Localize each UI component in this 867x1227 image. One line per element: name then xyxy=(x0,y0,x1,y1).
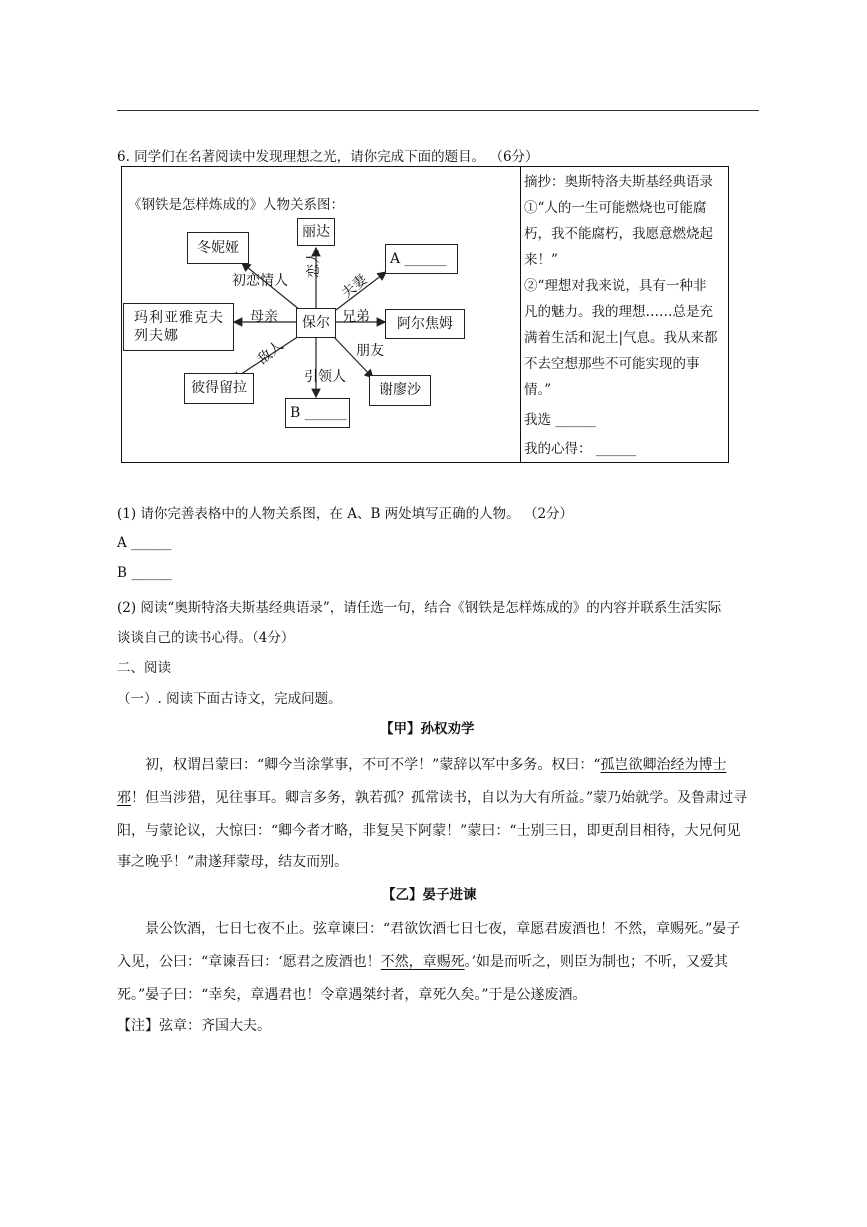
diagram-caption: 《钢铁是怎样炼成的》人物关系图： xyxy=(128,197,344,213)
node-bidelula: 彼得留拉 xyxy=(184,373,254,404)
relation-xiongdi: 兄弟 xyxy=(342,309,370,325)
choose-blank[interactable]: 我选 ______ xyxy=(524,412,596,428)
passage-jia-line2-text: ！但当涉猎，见往事耳。卿言多务，孰若孤？孤常读书，自以为大有所益。”蒙乃始就学。及鲁肃过寻 xyxy=(131,790,748,806)
passage-yi-line2-text-b: 。’如是而听之，则臣为制也；不听，又爱其 xyxy=(464,954,729,970)
quote1-line1: ①“人的一生可能燃烧也可能腐 xyxy=(524,200,707,216)
quote2-line2: 凡的魅力。我的理想……总是充 xyxy=(524,304,713,320)
section-title: 二、阅读 xyxy=(117,660,171,676)
quote2-line5: 情。” xyxy=(524,382,552,398)
quote2-line1: ②“理想对我来说，具有一种非 xyxy=(524,278,707,294)
passage-yi-line3: 死。”晏子曰：“幸矣，章遇君也！令章遇桀纣者，章死久矣。”于是公遂废酒。 xyxy=(117,987,587,1003)
passage-jia-title: 【甲】孙权劝学 xyxy=(380,721,475,737)
answer-a-blank[interactable]: A ______ xyxy=(117,535,172,551)
node-mali xyxy=(123,303,234,351)
relation-chulianqingren: 初恋情人 xyxy=(232,273,288,289)
node-center-baoer: 保尔 xyxy=(296,308,336,338)
quote2-line4: 不去空想那些不可能实现的事 xyxy=(524,356,700,372)
node-a: A ______ xyxy=(385,244,458,274)
passage-yi-line2-text-a: 入见，公曰：“章谏吾曰：‘愿君之废酒也！ xyxy=(117,954,381,970)
passage-jia-line1 xyxy=(145,754,787,774)
quote1-line3: 来！” xyxy=(524,252,558,268)
relation-muqin: 母亲 xyxy=(250,309,278,325)
relation-pengyou: 朋友 xyxy=(356,343,384,359)
passage-jia-line2 xyxy=(117,787,759,807)
node-lida: 丽达 xyxy=(297,218,335,246)
passage-yi-title: 【乙】晏子进谏 xyxy=(382,887,477,903)
sub-question-2-line1: (2) 阅读“奥斯特洛夫斯基经典语录”，请任选一句，结合《钢铁是怎样炼成的》的内容并联系生活实际 xyxy=(117,600,722,616)
relation-lianren: 恋人 xyxy=(306,250,322,278)
relation-fuqi: 夫妻 xyxy=(338,271,371,302)
feeling-blank[interactable]: 我的心得： ______ xyxy=(524,441,637,457)
passage-jia-line1-text: 初，权谓吕蒙曰：“卿今当涂掌事，不可不学！”蒙辞以军中多务。权曰：“ xyxy=(145,757,601,773)
quote2-line3: 满着生活和泥土|气息。我从来都 xyxy=(524,330,718,346)
node-mali-text: 玛利亚雅克夫列夫娜 xyxy=(134,309,224,344)
passage-jia-underlined-1: 孤岂欲卿治经为博士 xyxy=(600,757,727,773)
sub-section-title: （一）. 阅读下面古诗文，完成问题。 xyxy=(117,691,342,707)
passage-yi-underlined: 不然，章赐死 xyxy=(380,954,465,970)
passage-jia-line4: 事之晚乎！”肃遂拜蒙母，结友而别。 xyxy=(117,854,349,870)
node-dongniya: 冬妮娅 xyxy=(187,232,249,264)
relation-yinlingren: 引领人 xyxy=(304,369,346,385)
sub-question-2-line2: 谈谈自己的读书心得。（4分） xyxy=(117,630,295,646)
passage-yi-line1: 景公饮酒，七日七夜不止。弦章谏曰：“君欲饮酒七日七夜，章愿君废酒也！不然，章赐死。”晏子 xyxy=(145,921,741,937)
passage-jia-underlined-2: 邪 xyxy=(117,790,131,806)
annotation-note: 【注】弦章：齐国大夫。 xyxy=(117,1018,271,1034)
relation-diren: 敌人 xyxy=(254,337,287,368)
node-b: B ______ xyxy=(285,398,350,428)
answer-b-blank[interactable]: B ______ xyxy=(117,565,172,581)
node-aerjiaomu: 阿尔焦姆 xyxy=(385,309,465,339)
quote-heading: 摘抄：奥斯特洛夫斯基经典语录 xyxy=(524,174,713,190)
question-title: 6. 同学们在名著阅读中发现理想之光，请你完成下面的题目。 （6分） xyxy=(117,149,539,165)
node-xieliaosha: 谢廖沙 xyxy=(369,375,431,406)
passage-yi-line2 xyxy=(117,951,759,971)
passage-jia-line3: 阳，与蒙论议，大惊曰：“卿今者才略，非复吴下阿蒙！”蒙曰：“士别三日，即更刮目相待，大兄何见 xyxy=(117,823,741,839)
sub-question-1: (1) 请你完善表格中的人物关系图，在 A、B 两处填写正确的人物。 （2分） xyxy=(117,506,574,522)
quote1-line2: 朽，我不能腐朽，我愿意燃烧起 xyxy=(524,226,713,242)
